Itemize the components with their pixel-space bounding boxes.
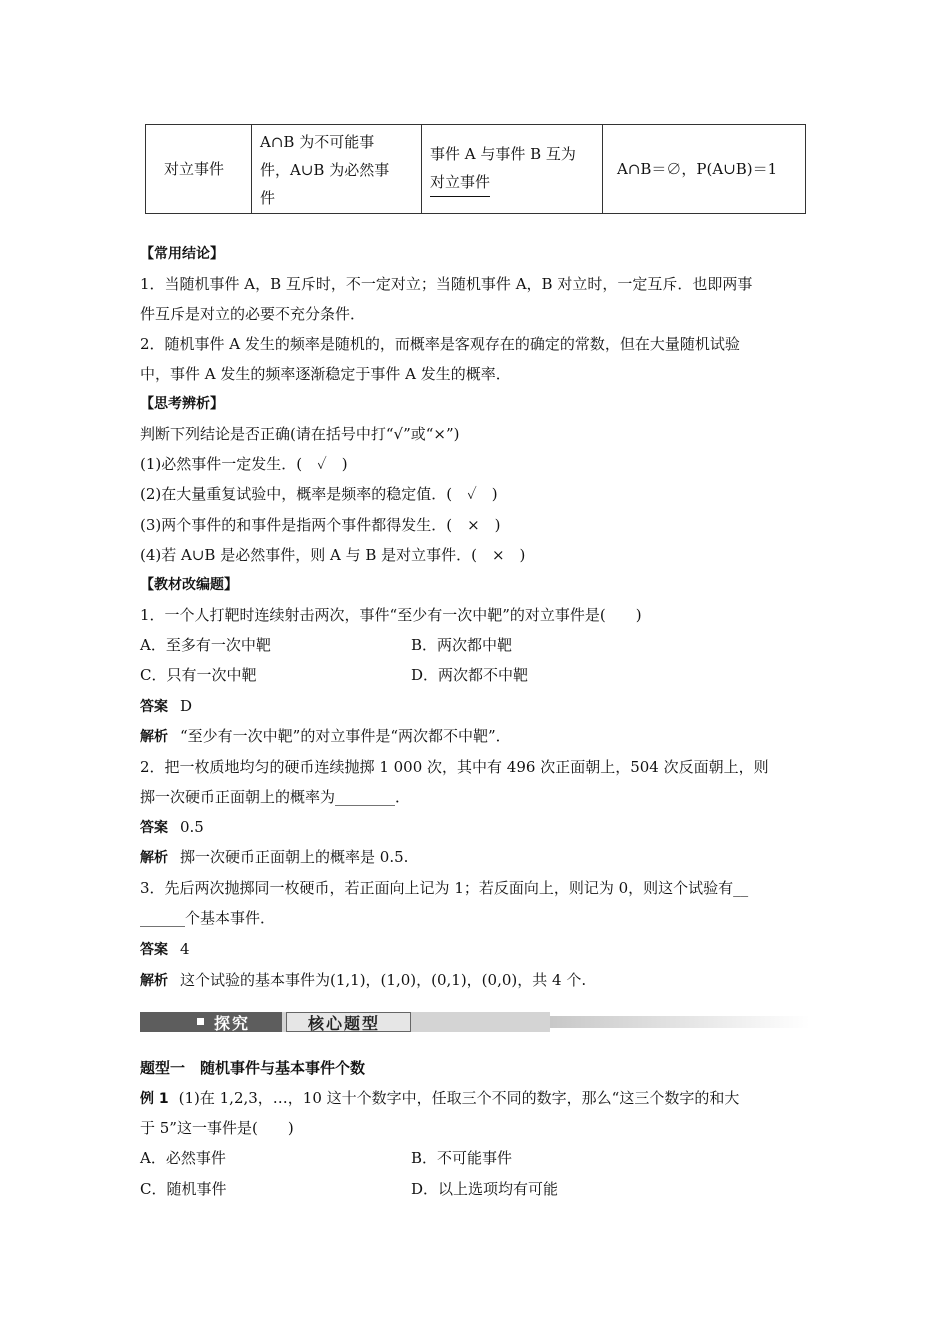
banner-fade bbox=[550, 1016, 810, 1028]
judgement-item: (4)若 A∪B 是必然事件，则 A 与 B 是对立事件．( × ) bbox=[140, 546, 526, 564]
answer-label: 答案 bbox=[140, 942, 168, 958]
option-c: C．随机事件 bbox=[140, 1180, 227, 1198]
solution-text: “至少有一次中靶”的对立事件是“两次都不中靶”． bbox=[180, 727, 511, 745]
text-line: 判断下列结论是否正确(请在括号中打“√”或“×”) bbox=[140, 425, 460, 443]
section-banner bbox=[140, 1010, 810, 1036]
option-d: D．两次都不中靶 bbox=[411, 666, 529, 684]
text-line: 件互斥是对立的必要不充分条件． bbox=[140, 305, 366, 323]
text-line: 1．当随机事件 A，B 互斥时，不一定对立；当随机事件 A，B 对立时，一定互斥．也即两事 bbox=[140, 275, 753, 293]
option-b: B．不可能事件 bbox=[411, 1149, 513, 1167]
cell-line: 件，A∪B 为必然事 bbox=[260, 161, 390, 179]
table-cell-formula bbox=[603, 125, 805, 213]
option-d: D．以上选项均有可能 bbox=[411, 1180, 559, 1198]
banner-dark-block bbox=[140, 1012, 282, 1032]
judgement-item: (1)必然事件一定发生．( ✓ ) bbox=[140, 455, 348, 473]
banner-title-left: 探究 bbox=[214, 1014, 251, 1033]
option-b: B．两次都中靶 bbox=[411, 636, 513, 654]
example-line bbox=[140, 1088, 739, 1109]
cell-text: A∩B＝∅，P(A∪B)＝1 bbox=[617, 160, 778, 178]
cell-line: 事件 A 与事件 B 互为 bbox=[430, 145, 576, 163]
solution-text: 掷一次硬币正面朝上的概率是 0.5. bbox=[180, 848, 409, 866]
solution-label: 解析 bbox=[140, 729, 168, 745]
banner-title-right: 核心题型 bbox=[308, 1014, 381, 1033]
table-cell-condition bbox=[252, 125, 422, 213]
table-cell-definition bbox=[422, 125, 603, 213]
text-line: 中，事件 A 发生的频率逐渐稳定于事件 A 发生的概率． bbox=[140, 365, 511, 383]
answer-value: 0.5 bbox=[180, 818, 204, 836]
example-text: (1)在 1,2,3，…，10 这十个数字中，任取三个不同的数字，那么“这三个数字的和大 bbox=[178, 1089, 740, 1107]
problem-text: 掷一次硬币正面朝上的概率为________． bbox=[140, 788, 411, 806]
example-label: 例 1 bbox=[140, 1091, 169, 1107]
solution-label: 解析 bbox=[140, 973, 168, 989]
solution-line bbox=[140, 847, 408, 868]
answer-value: 4 bbox=[180, 940, 190, 958]
answer-label: 答案 bbox=[140, 820, 168, 836]
cell-underlined: 对立事件 bbox=[430, 168, 490, 197]
option-a: A．至多有一次中靶 bbox=[140, 636, 271, 654]
answer-line bbox=[140, 817, 204, 838]
example-text: 于 5”这一事件是( ) bbox=[140, 1119, 294, 1137]
problem-text: ______个基本事件． bbox=[140, 909, 276, 927]
judgement-item: (2)在大量重复试验中，概率是频率的稳定值．( ✓ ) bbox=[140, 485, 498, 503]
problem-text: 3．先后两次抛掷同一枚硬币，若正面向上记为 1；若反面向上，则记为 0，则这个试验有__ bbox=[140, 879, 749, 897]
option-a: A．必然事件 bbox=[140, 1149, 226, 1167]
section-heading: 【思考辨析】 bbox=[140, 396, 224, 412]
solution-line bbox=[140, 726, 511, 747]
problem-text: 1．一个人打靶时连续射击两次，事件“至少有一次中靶”的对立事件是( ) bbox=[140, 606, 642, 624]
solution-text: 这个试验的基本事件为(1,1)，(1,0)，(0,1)，(0,0)，共 4 个. bbox=[180, 971, 587, 989]
solution-label: 解析 bbox=[140, 850, 168, 866]
section-heading: 【教材改编题】 bbox=[140, 577, 238, 593]
event-table bbox=[145, 124, 806, 214]
answer-line bbox=[140, 696, 192, 717]
solution-line bbox=[140, 970, 586, 991]
answer-value: D bbox=[180, 697, 193, 715]
type-heading: 题型一 随机事件与基本事件个数 bbox=[140, 1059, 366, 1077]
cell-line: 件 bbox=[260, 189, 276, 207]
table-cell-name bbox=[146, 125, 252, 213]
text-line: 2．随机事件 A 发生的频率是随机的，而概率是客观存在的确定的常数，但在大量随机试验 bbox=[140, 335, 740, 353]
problem-text: 2．把一枚质地均匀的硬币连续抛掷 1 000 次，其中有 496 次正面朝上，504 次反面朝上，则 bbox=[140, 758, 769, 776]
square-bullet-icon bbox=[197, 1018, 204, 1025]
judgement-item: (3)两个事件的和事件是指两个事件都得发生．( × ) bbox=[140, 516, 501, 534]
answer-label: 答案 bbox=[140, 699, 168, 715]
option-c: C．只有一次中靶 bbox=[140, 666, 257, 684]
section-heading: 【常用结论】 bbox=[140, 246, 224, 262]
cell-text: 对立事件 bbox=[164, 160, 225, 178]
answer-line bbox=[140, 939, 190, 960]
cell-line: A∩B 为不可能事 bbox=[260, 133, 375, 151]
